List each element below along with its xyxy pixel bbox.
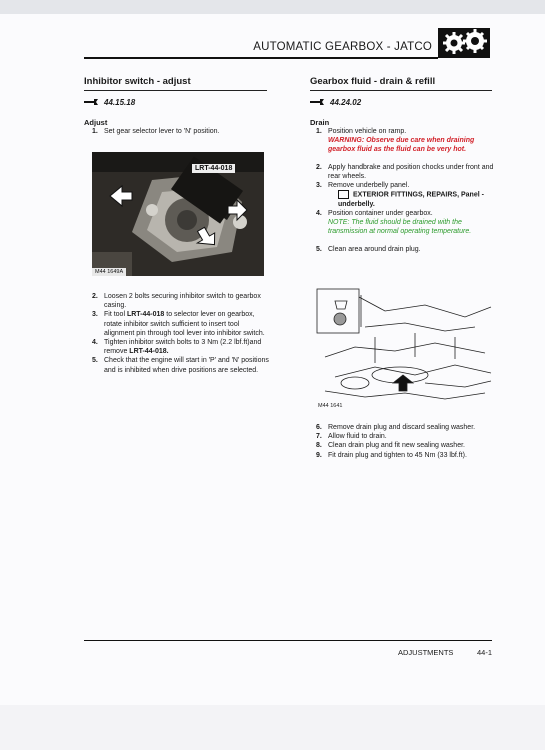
- list-item: 3. Fit tool LRT-44-018 to selector lever on gearbox, rotate inhibitor switch sufficient to insert tool alignment pin through tool lever into inhibitor switch.: [92, 311, 265, 337]
- header-rule: [84, 57, 438, 59]
- repair-code-right: [310, 98, 361, 107]
- page-number: 44-1: [477, 648, 493, 657]
- cross-reference: EXTERIOR FITTINGS, REPAIRS, Panel - underbelly.: [338, 191, 484, 208]
- section-title-inhibitor: Inhibitor switch - adjust: [84, 76, 191, 87]
- warning-text: WARNING: Observe due care when draining gearbox fluid as the fluid can be very hot.: [328, 137, 475, 154]
- list-item: 9. Fit drain plug and tighten to 45 Nm (33 lbf.ft).: [316, 451, 467, 459]
- repair-code-left: [84, 98, 135, 107]
- list-item: 8. Clean drain plug and fit new sealing washer.: [316, 442, 465, 450]
- list-item: 3. Remove underbelly panel.: [316, 182, 410, 190]
- gears-icon: [438, 28, 490, 58]
- steps-adjust-2: [92, 292, 270, 375]
- list-item: 4. Tighten inhibitor switch bolts to 3 Nm (2.2 lbf.ft)and remove LRT-44-018.: [92, 339, 262, 356]
- list-item: 5. Clean area around drain plug.: [316, 245, 421, 253]
- steps-drain-1: [316, 127, 498, 254]
- repair-code-text: 44.24.02: [330, 98, 362, 107]
- wrench-icon: [310, 98, 324, 107]
- list-item: 1. Position vehicle on ramp.: [316, 128, 407, 135]
- scan-margin-top: [0, 0, 545, 14]
- footer-section: ADJUSTMENTS: [398, 648, 454, 657]
- footer-rule: [84, 640, 492, 641]
- section-rule-right: [310, 90, 492, 91]
- note-text: NOTE: The fluid should be drained with the transmission at normal operating temperature.: [328, 219, 472, 236]
- list-item: 1. Set gear selector lever to 'N' position.: [92, 128, 220, 135]
- diagram-caption: M44 1641: [318, 403, 343, 409]
- repair-code-text: 44.15.18: [104, 98, 136, 107]
- list-item: 7. Allow fluid to drain.: [316, 433, 387, 441]
- drain-plug-diagram: [315, 287, 493, 411]
- list-item: 2. Loosen 2 bolts securing inhibitor switch to gearbox casing.: [92, 293, 261, 310]
- section-title-gearbox-fluid: Gearbox fluid - drain & refill: [310, 76, 436, 87]
- section-rule-left: [84, 90, 267, 91]
- page-header-title: AUTOMATIC GEARBOX - JATCO: [253, 41, 432, 53]
- list-item: 4. Position container under gearbox.: [316, 209, 433, 217]
- inhibitor-switch-photo: [92, 152, 264, 276]
- list-item: 2. Apply handbrake and position chocks under front and rear wheels.: [316, 163, 494, 180]
- list-item: 6. Remove drain plug and discard sealing washer.: [316, 424, 476, 431]
- subhead-drain: Drain: [310, 118, 330, 127]
- subhead-adjust: Adjust: [84, 118, 108, 127]
- steps-adjust-1: [92, 127, 270, 136]
- steps-drain-2: [316, 423, 498, 460]
- reference-book-icon: [338, 190, 349, 199]
- photo-tool-label: LRT-44-018: [192, 164, 235, 173]
- scan-margin-bottom: [0, 705, 545, 750]
- photo-caption: M44 1649A: [92, 268, 126, 276]
- wrench-icon: [84, 98, 98, 107]
- list-item: 5. Check that the engine will start in 'P' and 'N' positions and is inhibited when drive positions are selected.: [92, 357, 269, 374]
